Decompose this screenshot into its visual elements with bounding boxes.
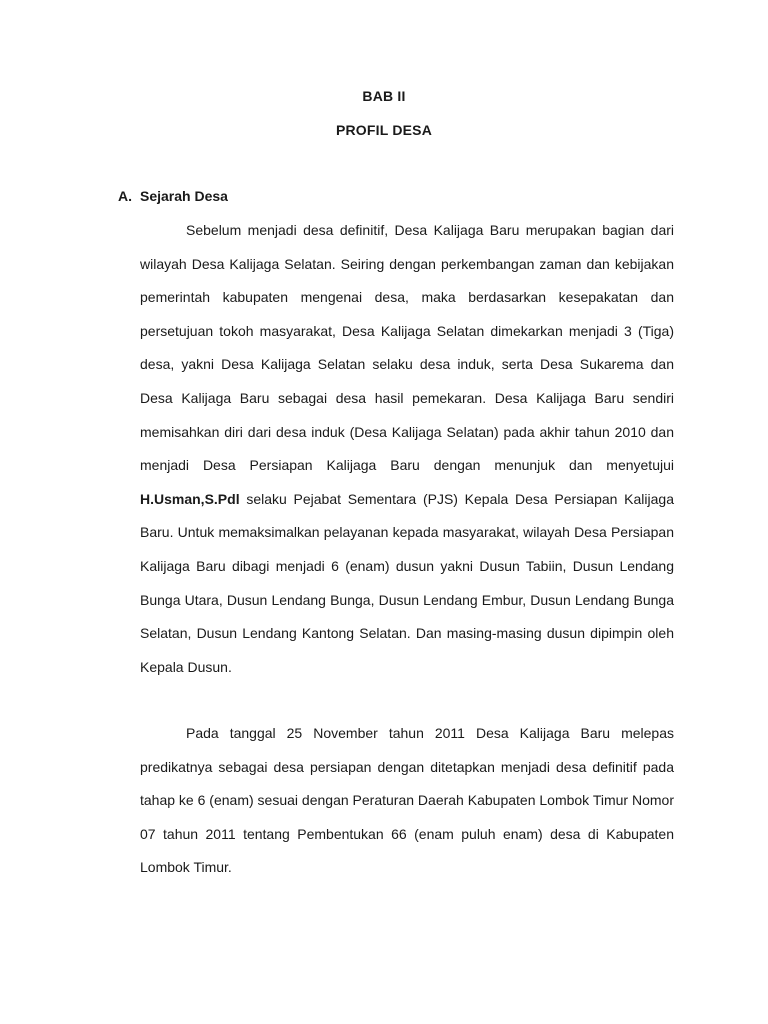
chapter-title: PROFIL DESA: [335, 122, 433, 138]
chapter-number: BAB II: [362, 88, 406, 104]
paragraph-1-text-a: Sebelum menjadi desa definitif, Desa Kalijaga Baru merupakan bagian dari wilayah Desa Kalijaga Selatan. Seiring dengan perkembangan zaman dan kebijakan pemerintah kabupaten mengenai desa, maka berdasarkan kesepakatan dan persetujuan tokoh masyarakat, Desa Kalijaga Selatan dimekarkan menjadi 3 (Tiga) desa, yakni Desa Kalijaga Selatan selaku desa induk, serta Desa Sukarema dan Desa Kalijaga Baru sebagai desa hasil pemekaran. Desa Kalijaga Baru sendiri memisahkan diri dari desa induk (Desa Kalijaga Selatan) pada akhir tahun 2010 dan menjadi Desa Persiapan Kalijaga Baru dengan menunjuk dan menyetujui: [140, 222, 674, 474]
section-title: Sejarah Desa: [140, 188, 228, 204]
section-heading: [118, 188, 228, 204]
official-name: H.Usman,S.Pdl: [140, 490, 240, 507]
section-letter: A.: [118, 188, 132, 204]
paragraph-history-1: [140, 214, 674, 684]
paragraph-1-text-b: selaku Pejabat Sementara (PJS) Kepala Desa Persiapan Kalijaga Baru. Untuk memaksimalkan pelayanan kepada masyarakat, wilayah Desa Persiapan Kalijaga Baru dibagi menjadi 6 (enam) dusun yakni Dusun Tabiin, Dusun Lendang Bunga Utara, Dusun Lendang Bunga, Dusun Lendang Embur, Dusun Lendang Bunga Selatan, Dusun Lendang Kantong Selatan. Dan masing-masing dusun dipimpin oleh Kepala Dusun.: [140, 490, 674, 675]
paragraph-history-2: Pada tanggal 25 November tahun 2011 Desa Kalijaga Baru melepas predikatnya sebagai desa persiapan dengan ditetapkan menjadi desa definitif pada tahap ke 6 (enam) sesuai dengan Peraturan Daerah Kabupaten Lombok Timur Nomor 07 tahun 2011 tentang Pembentukan 66 (enam puluh enam) desa di Kabupaten Lombok Timur.: [140, 725, 674, 876]
